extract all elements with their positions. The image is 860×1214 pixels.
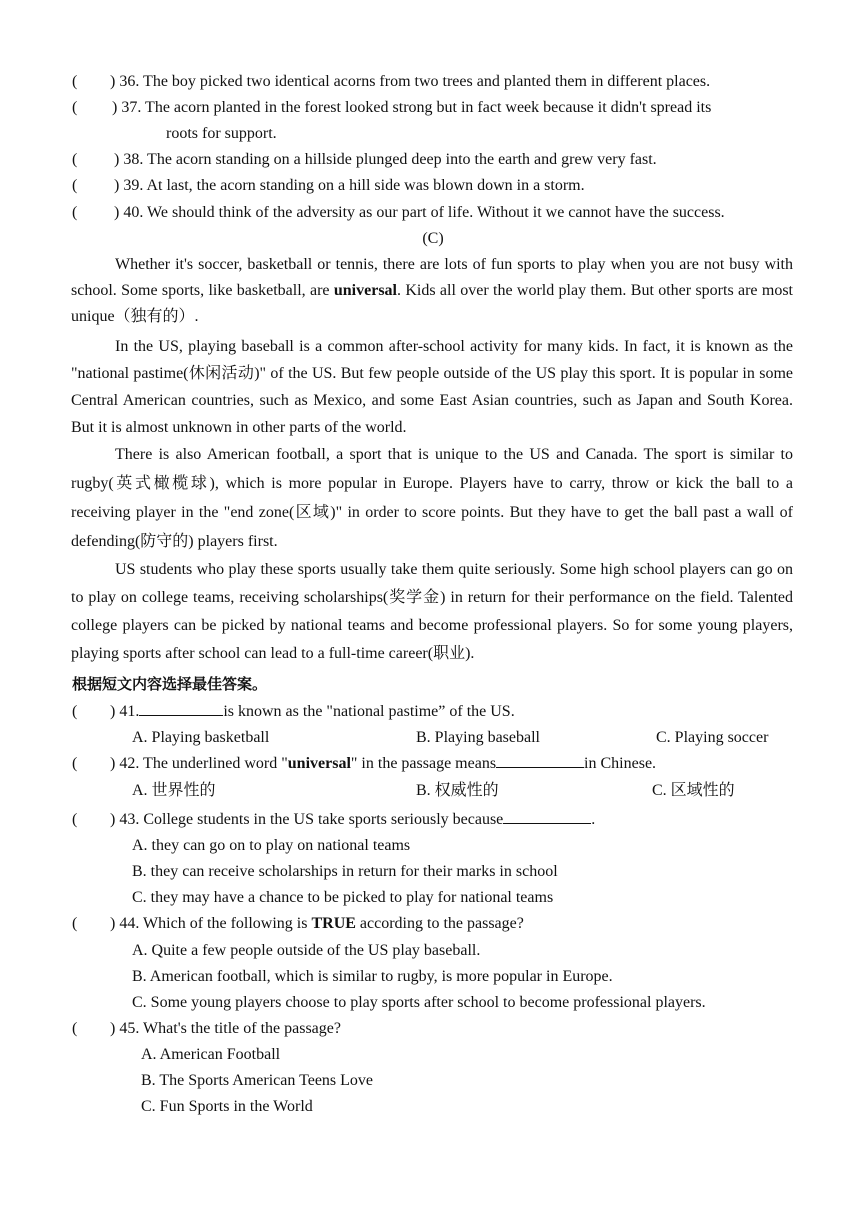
paragraph-text: Whether it's soccer, basketball or tennis, there are lots of fun sports to play when you are not busy with school. Some sports, like basketball, are [71, 256, 793, 299]
question-number: ) 37. [112, 99, 142, 116]
question-39 [72, 175, 794, 197]
question-text: The acorn planted in the forest looked strong but in fact week because it didn't spread its [145, 99, 712, 116]
option-a: A. they can go on to play on national teams [132, 837, 411, 854]
question-text: The underlined word " [143, 755, 288, 772]
paragraph-text: . Kids all over the world play them. But other sports are most unique（独有的）. [71, 282, 793, 325]
answer-paren: ( [72, 73, 78, 90]
question-text: Which of the following is [143, 915, 312, 932]
option-c: C. they may have a chance to be picked to play for national teams [132, 889, 554, 906]
question-36 [72, 71, 794, 93]
question-text: What's the title of the passage? [143, 1020, 341, 1037]
question-number: ) 43. [110, 811, 140, 828]
question-number: ) 41. [110, 703, 140, 720]
answer-blank [503, 809, 591, 824]
question-number: ) 39. [114, 177, 144, 194]
answer-paren: ( [72, 1020, 78, 1037]
option-a: A. Playing basketball [132, 729, 270, 746]
option-b: B. 权威性的 [416, 782, 499, 799]
option-c: C. Fun Sports in the World [141, 1098, 313, 1115]
option-a: A. Quite a few people outside of the US play baseball. [132, 942, 481, 959]
answer-paren: ( [72, 755, 78, 772]
answer-paren: ( [72, 151, 78, 168]
question-41 [72, 701, 794, 723]
question-text: " in the passage means [350, 755, 497, 772]
answer-paren: ( [72, 915, 78, 932]
question-number: ) 36. [110, 73, 140, 90]
question-text: At last, the acorn standing on a hill side was blown down in a storm. [146, 177, 585, 194]
answer-paren: ( [72, 177, 78, 194]
option-c: C. 区域性的 [652, 782, 735, 799]
question-43 [72, 809, 794, 831]
passage-paragraph-2: In the US, playing baseball is a common after-school activity for many kids. In fact, it is known as the "national pastime(休闲活动)" of the US. But few people outside of the US play this sport. It is popular in some Central American countries, such as Mexico, and some East Asian countries, such as Japan and South Korea. But it is almost unknown in other parts of the world. [71, 338, 793, 436]
question-40 [72, 202, 794, 224]
answer-paren: ( [72, 204, 78, 221]
question-37 [72, 97, 794, 119]
option-b: B. Playing baseball [416, 729, 540, 746]
option-a: A. American Football [141, 1046, 281, 1063]
option-b: B. The Sports American Teens Love [141, 1072, 374, 1089]
question-text: We should think of the adversity as our part of life. Without it we cannot have the success. [147, 204, 725, 221]
answer-paren: ( [72, 99, 78, 116]
answer-paren: ( [72, 703, 78, 720]
bold-word: TRUE [311, 915, 356, 932]
passage-paragraph-4: US students who play these sports usually take them quite seriously. Some high school players can go on to play on college teams, receiving scholarships(奖学金) in return for their performance on the field. Talented college players can be picked by national teams and become professional players. So for some young players, playing sports after school can lead to a full-time career(职业). [71, 561, 793, 662]
question-number: ) 45. [110, 1020, 140, 1037]
question-text: roots for support. [166, 125, 277, 142]
answer-paren: ( [72, 811, 78, 828]
question-text: according to the passage? [355, 915, 524, 932]
passage-paragraph-1 [71, 252, 793, 330]
option-b: B. American football, which is similar to rugby, is more popular in Europe. [132, 968, 613, 985]
option-c: C. Playing soccer [656, 729, 769, 746]
question-number: ) 38. [114, 151, 144, 168]
question-text: The boy picked two identical acorns from two trees and planted them in different places. [143, 73, 711, 90]
question-text: The acorn standing on a hillside plunged deep into the earth and grew very fast. [147, 151, 657, 168]
question-45 [72, 1018, 794, 1040]
question-text: . [591, 811, 596, 828]
question-number: ) 40. [114, 204, 144, 221]
question-38 [72, 149, 794, 171]
answer-blank [496, 753, 584, 768]
question-number: ) 44. [110, 915, 140, 932]
question-text: in Chinese. [584, 755, 657, 772]
option-b: B. they can receive scholarships in return for their marks in school [132, 863, 558, 880]
option-c: C. Some young players choose to play sports after school to become professional players. [132, 994, 706, 1011]
question-number: ) 42. [110, 755, 140, 772]
answer-blank [139, 701, 223, 716]
section-label: (C) [422, 230, 444, 247]
question-42 [72, 753, 794, 775]
question-37-continuation [166, 123, 860, 145]
question-44 [72, 913, 794, 935]
question-text: is known as the "national pastime” of the US. [223, 703, 515, 720]
option-a: A. 世界性的 [132, 782, 216, 799]
bold-word: universal [287, 755, 351, 772]
bold-word: universal [333, 282, 397, 299]
instruction-heading: 根据短文内容选择最佳答案。 [72, 675, 268, 693]
passage-paragraph-3: There is also American football, a sport that is unique to the US and Canada. The sport is similar to rugby(英式橄榄球), which is more popular in Europe. Players have to carry, throw or kick the ball to a receiving player in the "end zone(区域)" in order to score points. But they have to get the ball past a wall of defending(防守的) players first. [71, 446, 793, 550]
question-text: College students in the US take sports seriously because [143, 811, 504, 828]
